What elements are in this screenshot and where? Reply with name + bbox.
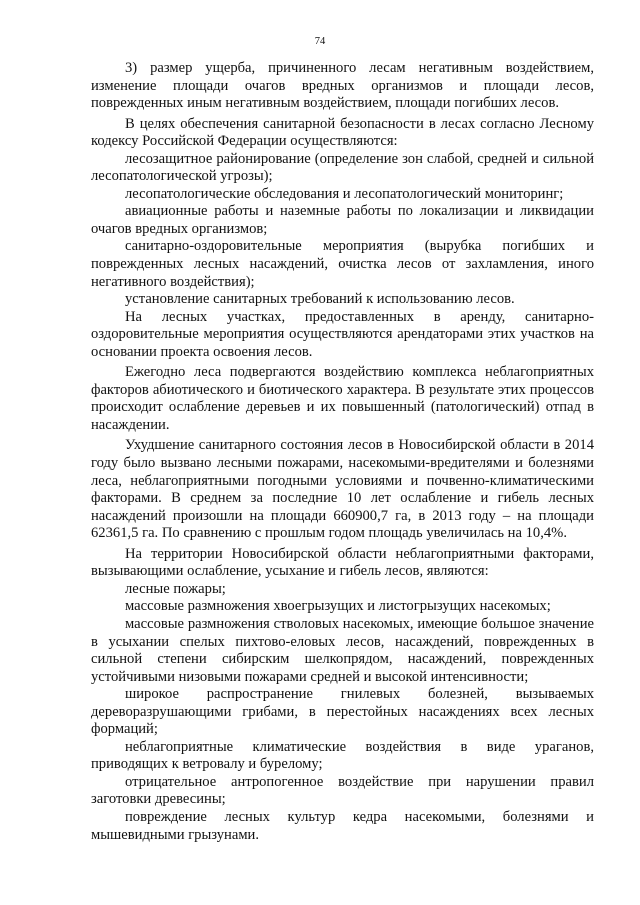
paragraph-adverse-factors-intro: На территории Новосибирской области неблагоприятными факторами, вызывающими ослабление, усыхание и гибель лесов, являются: (91, 545, 594, 580)
paragraph-annual-factors: Ежегодно леса подвергаются воздействию комплекса неблагоприятных факторов абиотического и биотического характера. В результате этих процессов происходит ослабление деревьев и их повышенный (патологический) отпад в насаждении. (91, 364, 594, 433)
paragraph-leased-plots: На лесных участках, предоставленных в аренду, санитарно-оздоровительные мероприятия осуществляются арендаторами этих участков на основании проекта освоения лесов. (91, 308, 594, 360)
list-item-pathology-surveys: лесопатологические обследования и лесопатологический мониторинг; (125, 185, 564, 202)
list-item-climatic-impacts: неблагоприятные климатические воздействия в виде ураганов, приводящих к ветровалу и бурелому; (91, 738, 594, 773)
list-item-rot-diseases: широкое распространение гнилевых болезней, вызываемых дереворазрушающими грибами, в перестойных насаждениях всех лесных формаций; (91, 686, 594, 738)
page-number: 74 (314, 36, 326, 47)
list-item-sanitary-requirements: установление санитарных требований к использованию лесов. (125, 291, 515, 308)
list-item-sanitary-measures: санитарно-оздоровительные мероприятия (вырубка погибших и поврежденных лесных насаждений, очистка лесов от захламления, иного негативного воздействия); (91, 238, 594, 290)
list-item-aviation-works: авиационные работы и наземные работы по локализации и ликвидации очагов вредных организмов; (91, 203, 594, 237)
list-item-forest-protection-zoning: лесозащитное районирование (определение зон слабой, средней и сильной лесопатологической угрозы); (91, 150, 594, 185)
list-item-anthropogenic-impact: отрицательное антропогенное воздействие при нарушении правил заготовки древесины; (91, 773, 594, 808)
paragraph-sanitary-safety-intro: В целях обеспечения санитарной безопасности в лесах согласно Лесному кодексу Российской Федерации осуществляются: (91, 115, 594, 150)
list-item-cedar-damage: повреждение лесных культур кедра насекомыми, болезнями и мышевидными грызунами. (91, 808, 594, 843)
document-body (91, 60, 594, 844)
paragraph-damage-size: 3) размер ущерба, причиненного лесам негативным воздействием, изменение площади очагов вредных организмов и площади лесов, поврежденных иным негативным воздействием, площади погибших лесов. (91, 60, 594, 112)
list-item-defoliating-insects: массовые размножения хвоегрызущих и листогрызущих насекомых; (125, 598, 551, 615)
list-item-forest-fires: лесные пожары; (125, 580, 226, 597)
list-item-stem-insects: массовые размножения стволовых насекомых, имеющие большое значение в усыхании спелых пихтово-еловых лесов, насаждений, поврежденных в сильной степени сибирским шелкопрядом, насаждений, поврежденных устойчивыми низовыми пожарами средней и высокой интенсивности; (91, 615, 594, 685)
paragraph-sanitary-deterioration: Ухудшение санитарного состояния лесов в Новосибирской области в 2014 году было вызвано лесными пожарами, насекомыми-вредителями и болезнями леса, неблагоприятными погодными условиями и почвенно-климатическими факторами. В среднем за последние 10 лет ослабление и гибель лесных насаждений произошли на площади 660900,7 га, в 2013 году – на площади 62361,5 га. По сравнению с прошлым годом площадь увеличилась на 10,4%. (91, 437, 594, 542)
